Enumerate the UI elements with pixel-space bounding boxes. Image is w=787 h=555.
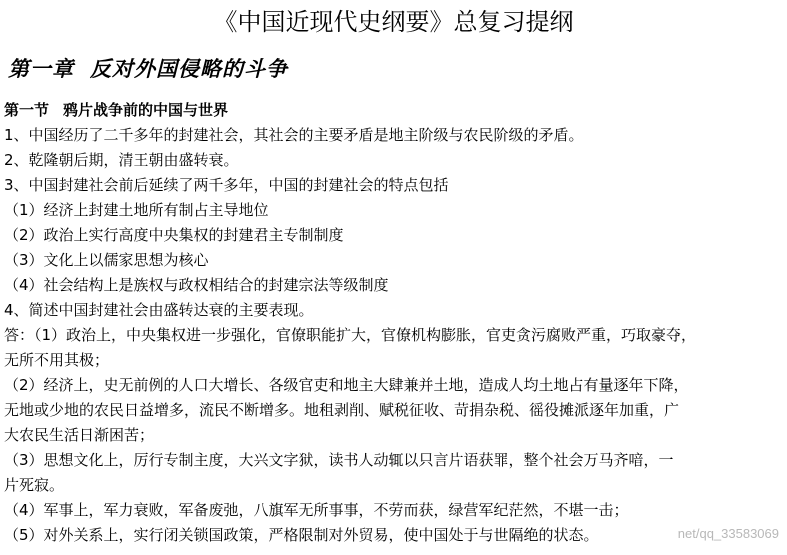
text-line: （2）政治上实行高度中央集权的封建君主专制制度 [4,226,344,244]
text-line: 片死寂。 [4,476,65,494]
watermark: net/qq_33583069 [677,526,779,541]
text-line: 3、中国封建社会前后延续了两千多年，中国的封建社会的特点包括 [4,176,449,194]
text-line: 答：（1）政治上，中央集权进一步强化，官僚职能扩大，官僚机构膨胀，官吏贪污腐败严重，巧取豪夺， [4,326,697,344]
section-name: 鸦片战争前的中国与世界 [63,101,229,119]
chapter-heading [8,54,288,84]
text-line: （1）经济上封建土地所有制占主导地位 [4,201,269,219]
text-line: （5）对外关系上，实行闭关锁国政策，严格限制对外贸易，使中国处于与世隔绝的状态。 [4,526,599,544]
chapter-number: 第一章 [8,56,74,81]
text-line: 无所不用其极； [4,351,110,369]
text-line: 无地或少地的农民日益增多，流民不断增多。地租剥削、赋税征收、苛捐杂税、徭役摊派逐年加重，广 [4,401,680,419]
text-line: 2、乾隆朝后期，清王朝由盛转衰。 [4,151,239,169]
section-heading [4,99,228,121]
text-line: （4）社会结构上是族权与政权相结合的封建宗法等级制度 [4,276,389,294]
text-line: （3）思想文化上，厉行专制主度，大兴文字狱，读书人动辄以只言片语获罪，整个社会万马齐喑，一 [4,451,674,469]
section-number: 第一节 [4,101,50,119]
text-line: 4、简述中国封建社会由盛转达衰的主要表现。 [4,301,314,319]
text-line: （3）文化上以儒家思想为核心 [4,251,209,269]
document-title: 《中国近现代史纲要》总复习提纲 [213,8,574,36]
text-line: （4）军事上，军力衰败，军备废弛，八旗军无所事事，不劳而获，绿营军纪茫然，不堪一击； [4,501,629,519]
text-line: 1、中国经历了二千多年的封建社会，其社会的主要矛盾是地主阶级与农民阶级的矛盾。 [4,126,584,144]
chapter-name: 反对外国侵略的斗争 [90,56,288,81]
text-line: （2）经济上，史无前例的人口大增长、各级官吏和地主大肆兼并土地，造成人均土地占有量逐年下降， [4,376,689,394]
text-line: 大农民生活日渐困苦； [4,426,155,444]
